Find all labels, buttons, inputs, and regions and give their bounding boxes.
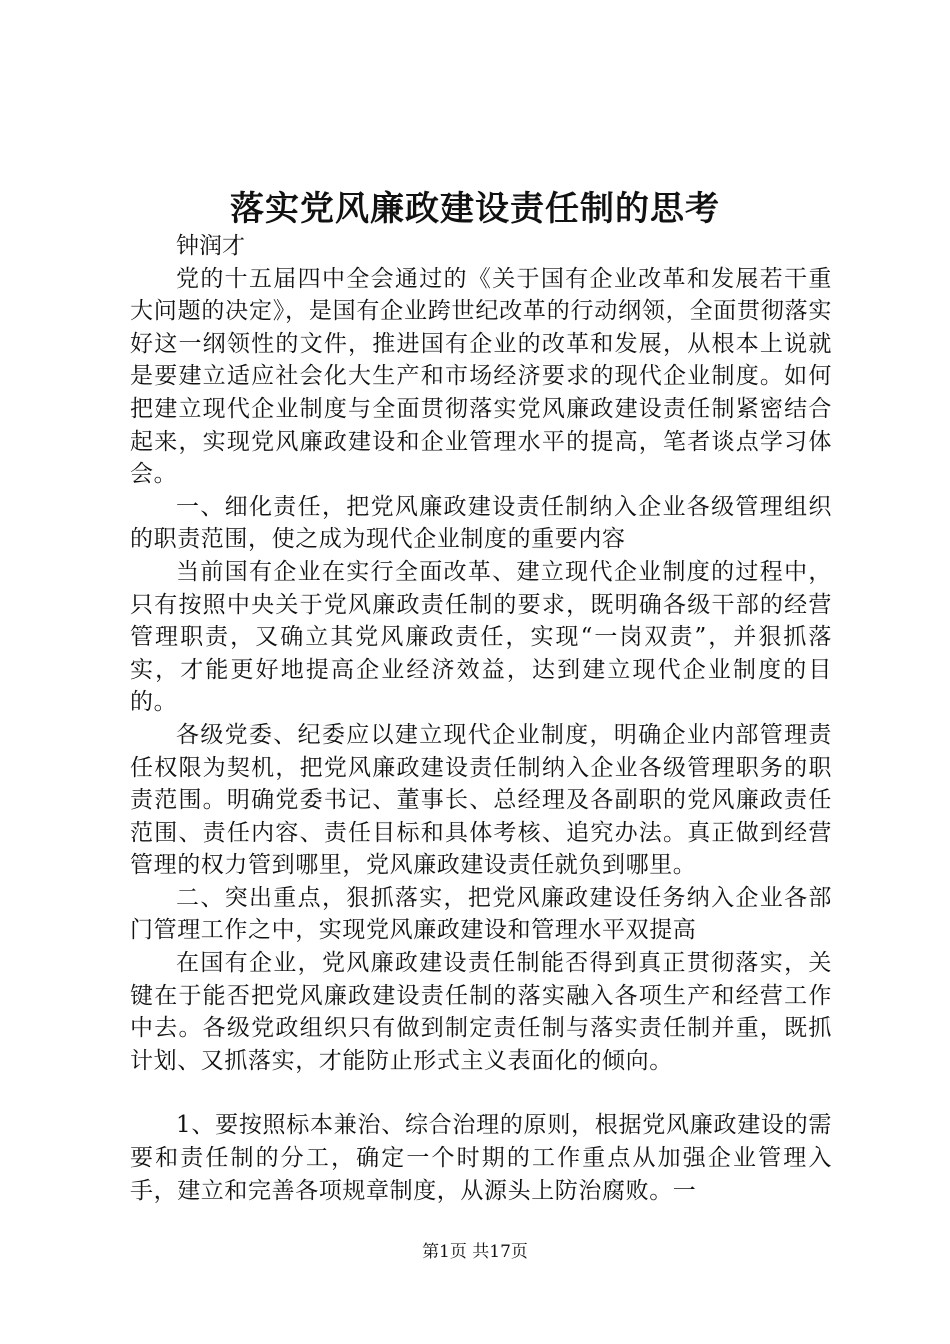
- page-number-footer: 第1页 共17页: [422, 1242, 528, 1262]
- section-heading-2: 二、突出重点，狠抓落实，把党风廉政建设任务纳入企业各部门管理工作之中，实现党风廉政建设和管理水平双提高: [130, 884, 832, 944]
- paragraph-section-2-a: 在国有企业，党风廉政建设责任制能否得到真正贯彻落实，关键在于能否把党风廉政建设责任制的落实融入各项生产和经营工作中去。各级党政组织只有做到制定责任制与落实责任制并重，既抓计划、又抓落实，才能防止形式主义表面化的倾向。: [130, 950, 832, 1074]
- paragraph-gap: [130, 1077, 832, 1109]
- author-name: 钟润才: [176, 233, 245, 259]
- paragraph-section-1-b: 各级党委、纪委应以建立现代企业制度，明确企业内部管理责任权限为契机，把党风廉政建设责任制纳入企业各级管理职务的职责范围。明确党委书记、董事长、总经理及各副职的党风廉政责任范围、责任内容、责任目标和具体考核、追究办法。真正做到经营管理的权力管到哪里，党风廉政建设责任就负到哪里。: [130, 721, 832, 879]
- paragraph-intro: 党的十五届四中全会通过的《关于国有企业改革和发展若干重大问题的决定》，是国有企业跨世纪改革的行动纲领，全面贯彻落实好这一纲领性的文件，推进国有企业的改革和发展，从根本上说就是要建立适应社会化大生产和市场经济要求的现代企业制度。如何把建立现代企业制度与全面贯彻落实党风廉政建设责任制紧密结合起来，实现党风廉政建设和企业管理水平的提高，笔者谈点学习体会。: [130, 265, 832, 488]
- paragraph-section-1-a: 当前国有企业在实行全面改革、建立现代企业制度的过程中，只有按照中央关于党风廉政责任制的要求，既明确各级干部的经营管理职责，又确立其党风廉政责任，实现“一岗双责”，并狠抓落实，才能更好地提高企业经济效益，达到建立现代企业制度的目的。: [130, 558, 832, 716]
- section-heading-1: 一、细化责任，把党风廉政建设责任制纳入企业各级管理组织的职责范围，使之成为现代企业制度的重要内容: [130, 493, 832, 553]
- paragraph-item-1: 1、要按照标本兼治、综合治理的原则，根据党风廉政建设的需要和责任制的分工，确定一个时期的工作重点从加强企业管理入手，建立和完善各项规章制度，从源头上防治腐败。一: [130, 1112, 832, 1204]
- document-title: 落实党风廉政建设责任制的思考: [230, 189, 720, 229]
- document-body: [130, 230, 832, 1207]
